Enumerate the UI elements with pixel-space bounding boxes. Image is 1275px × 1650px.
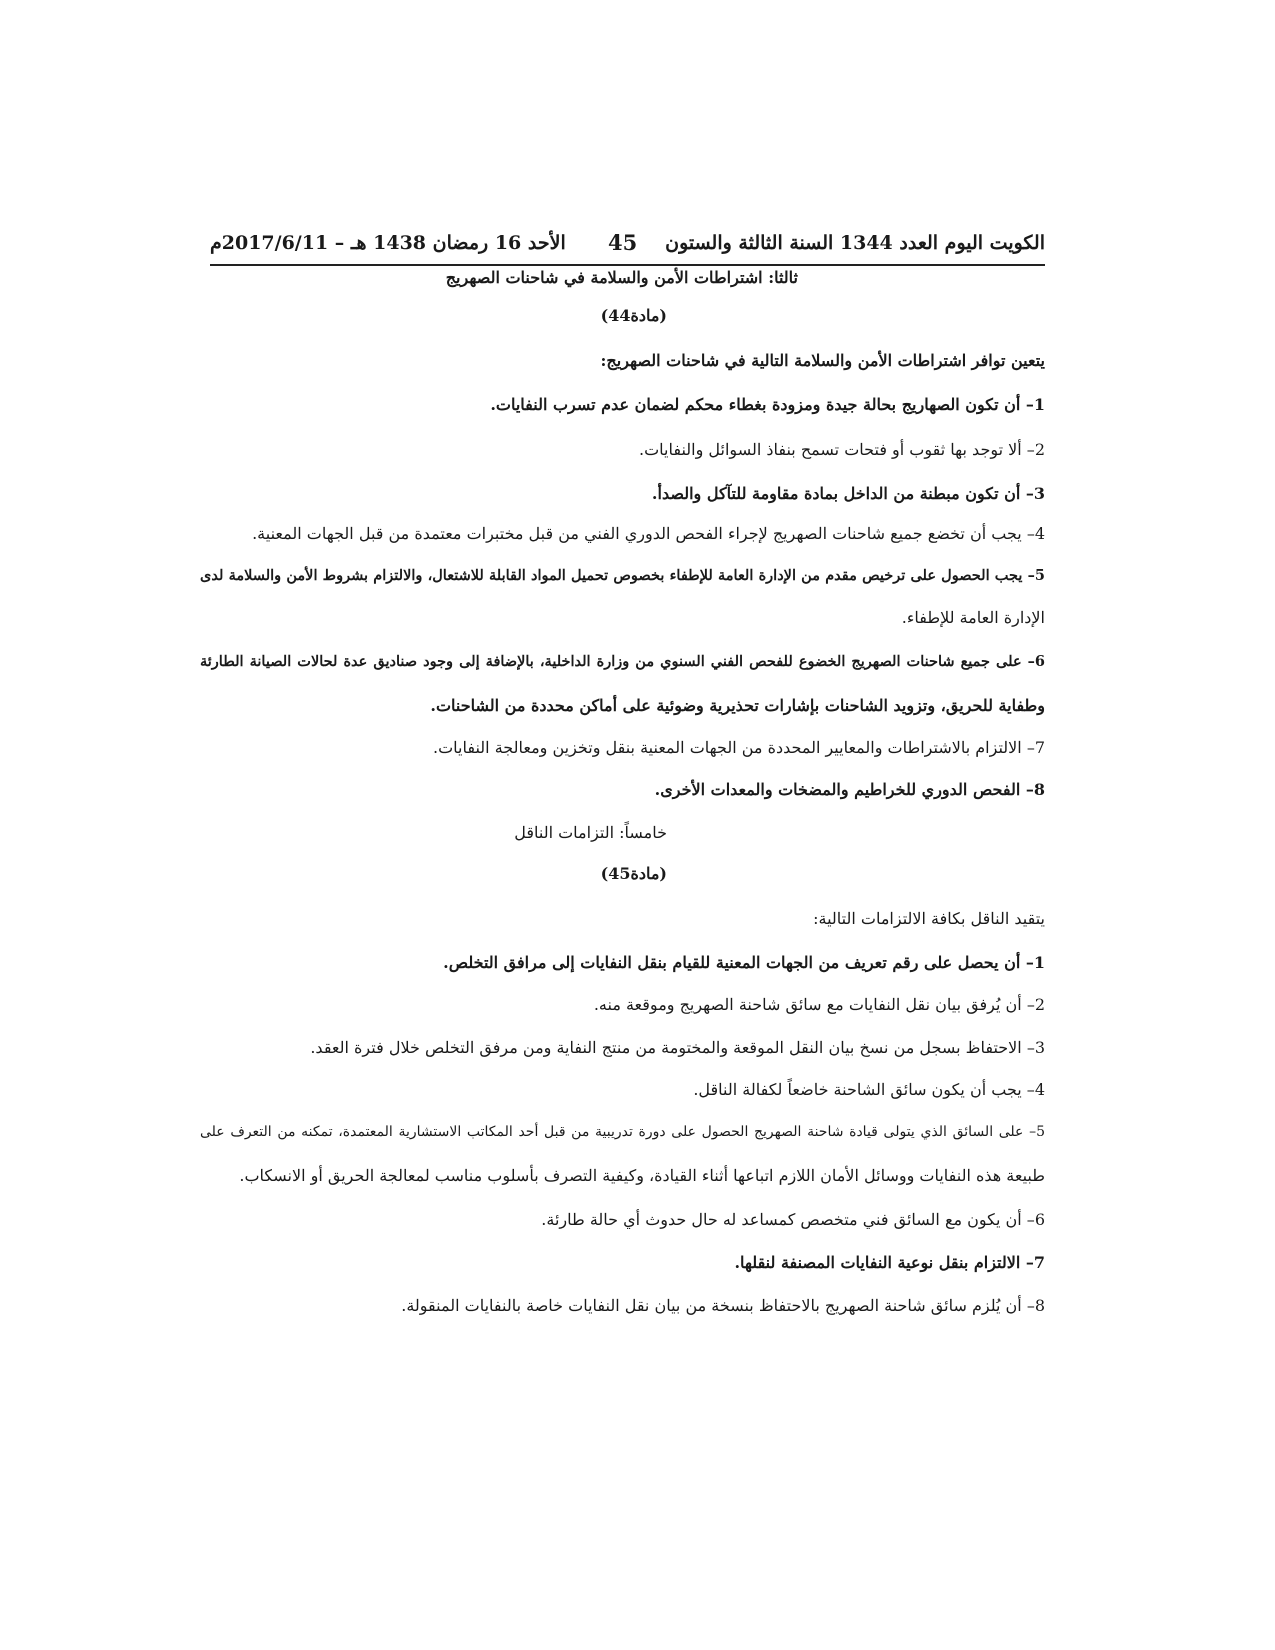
- list-item: 5– على السائق الذي يتولى قيادة شاحنة الصهريج الحصول على دورة تدريبية من قبل أحد المكاتب الاستشارية المعتمدة، تمكنه من التعرف على: [200, 1124, 1045, 1140]
- header-issue: الكويت اليوم العدد 1344 السنة الثالثة والستون: [665, 232, 1045, 254]
- section-title: ثالثا: اشتراطات الأمن والسلامة في شاحنات الصهريج: [445, 268, 798, 287]
- section-title: خامساً: التزامات الناقل: [514, 823, 667, 842]
- list-item-continued: الإدارة العامة للإطفاء.: [901, 608, 1045, 627]
- section-intro: يتقيد الناقل بكافة الالتزامات التالية:: [813, 909, 1045, 928]
- list-item: 6– على جميع شاحنات الصهريج الخضوع للفحص الفني السنوي من وزارة الداخلية، بالإضافة إلى وجود صناديق عدة لحالات الصيانة الطارئة: [200, 653, 1045, 670]
- article-number: (مادة45): [600, 864, 667, 883]
- list-item: 7– الالتزام بالاشتراطات والمعايير المحددة من الجهات المعنية بنقل وتخزين ومعالجة النفايات.: [433, 738, 1045, 757]
- list-item: 1– أن يحصل على رقم تعريف من الجهات المعنية للقيام بنقل النفايات إلى مرافق التخلص.: [443, 953, 1045, 972]
- list-item: 8– أن يُلزم سائق شاحنة الصهريج بالاحتفاظ بنسخة من بيان نقل النفايات خاصة بالنفايات المنقولة.: [401, 1296, 1045, 1315]
- list-item-continued: طبيعة هذه النفايات ووسائل الأمان اللازم اتباعها أثناء القيادة، وكيفية التصرف بأسلوب مناسب لمعالجة الحريق أو الانسكاب.: [239, 1166, 1045, 1185]
- list-item: 2– أن يُرفق بيان نقل النفايات مع سائق شاحنة الصهريج وموقعة منه.: [593, 995, 1045, 1014]
- list-item: 3– أن تكون مبطنة من الداخل بمادة مقاومة للتآكل والصدأ.: [651, 484, 1045, 503]
- list-item: 5– يجب الحصول على ترخيص مقدم من الإدارة العامة للإطفاء بخصوص تحميل المواد القابلة للاشتعال، والالتزام بشروط الأمن والسلامة لدى: [200, 567, 1045, 584]
- list-item-continued: وطفاية للحريق، وتزويد الشاحنات بإشارات تحذيرية وضوئية على أماكن محددة من الشاحنات.: [430, 696, 1045, 715]
- list-item: 4– يجب أن تخضع جميع شاحنات الصهريج لإجراء الفحص الدوري الفني من قبل مختبرات معتمدة من قبل الجهات المعنية.: [252, 524, 1045, 543]
- page-header: [210, 228, 1045, 262]
- header-page-number: 45: [608, 230, 638, 255]
- list-item: 2– ألا توجد بها ثقوب أو فتحات تسمح بنفاذ السوائل والنفايات.: [639, 440, 1045, 459]
- list-item: 6– أن يكون مع السائق فني متخصص كمساعد له حال حدوث أي حالة طارئة.: [541, 1210, 1045, 1229]
- list-item: 4– يجب أن يكون سائق الشاحنة خاضعاً لكفالة الناقل.: [693, 1080, 1045, 1099]
- section-intro: يتعين توافر اشتراطات الأمن والسلامة التالية في شاحنات الصهريج:: [600, 351, 1045, 370]
- list-item: 8– الفحص الدوري للخراطيم والمضخات والمعدات الأخرى.: [654, 780, 1045, 799]
- header-divider: [210, 264, 1045, 266]
- list-item: 7– الالتزام بنقل نوعية النفايات المصنفة لنقلها.: [734, 1253, 1045, 1272]
- article-number: (مادة44): [600, 306, 667, 325]
- list-item: 3– الاحتفاظ بسجل من نسخ بيان النقل الموقعة والمختومة من منتج النفاية ومن مرفق التخلص خلال فترة العقد.: [310, 1038, 1045, 1057]
- header-date: الأحد 16 رمضان 1438 هـ – 2017/6/11م: [210, 232, 566, 254]
- list-item: 1– أن تكون الصهاريج بحالة جيدة ومزودة بغطاء محكم لضمان عدم تسرب النفايات.: [490, 395, 1045, 414]
